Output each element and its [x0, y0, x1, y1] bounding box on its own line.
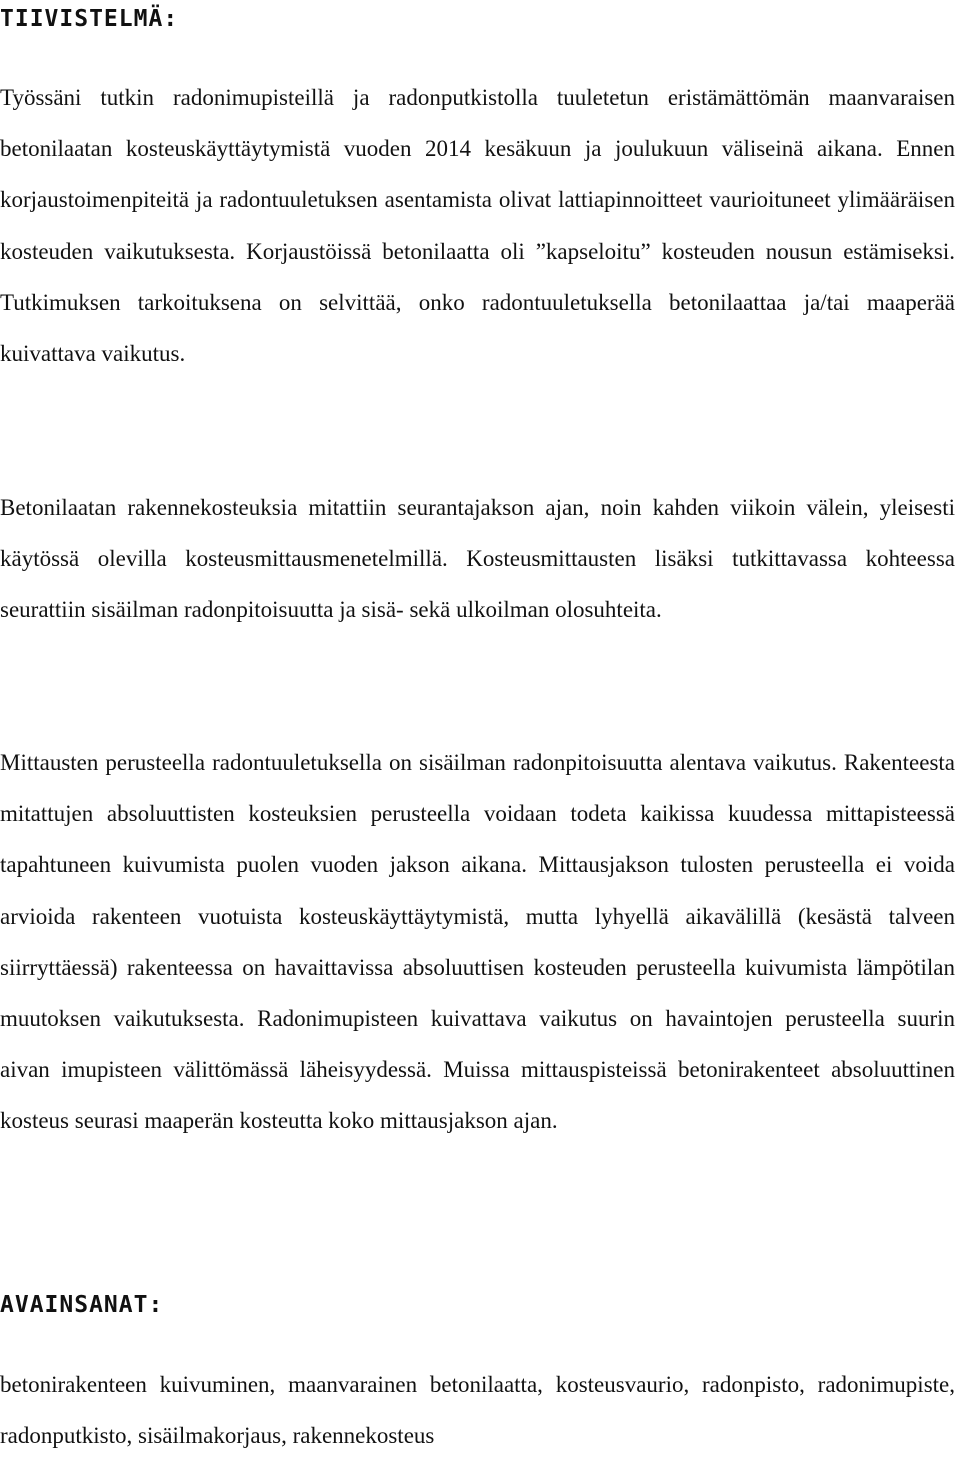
keywords-text: betonirakenteen kuivuminen, maanvarainen betonilaatta, kosteusvaurio, radonpisto, radonimupiste, radonputkisto, sisäilmakorjaus, rakennekosteus: [0, 1372, 955, 1449]
summary-paragraph-3: Mittausten perusteella radontuuletuksella on sisäilman radonpitoisuutta alentava vaikutus. Rakenteesta mitattujen absoluuttisten kosteuksien perusteella voidaan todeta kaikissa kuudessa mittapisteessä tapahtuneen kuivumista puolen vuoden jakson aikana. Mittausjakson tulosten perusteella ei voida arvioida rakenteen vuotuista kosteuskäyttäytymistä, mutta lyhyellä aikavälillä (kesästä talveen siirryttäessä) rakenteessa on havaittavissa absoluuttisen kosteuden perusteella kuivumista lämpötilan muutoksen vaikutuksesta. Radonimupisteen kuivattava vaikutus on havaintojen perusteella suurin aivan imupisteen välittömässä läheisyydessä. Muissa mittauspisteissä betonirakenteet absoluuttinen kosteus seurasi maaperän kosteutta koko mittausjakson ajan.: [0, 750, 955, 1134]
summary-paragraph-2: Betonilaatan rakennekosteuksia mitattiin seurantajakson ajan, noin kahden viikoin välein, yleisesti käytössä olevilla kosteusmittausmenetelmillä. Kosteusmittausten lisäksi tutkittavassa kohteessa seurattiin sisäilman radonpitoisuutta ja sisä- sekä ulkoilman olosuhteita.: [0, 495, 955, 623]
summary-heading: TIIVISTELMÄ:: [0, 6, 179, 32]
keywords-heading: AVAINSANAT:: [0, 1292, 164, 1318]
summary-paragraph-1: Työssäni tutkin radonimupisteillä ja radonputkistolla tuuletetun eristämättömän maanvaraisen betonilaatan kosteuskäyttäytymistä vuoden 2014 kesäkuun ja joulukuun väliseinä aikana. Ennen korjaustoimenpiteitä ja radontuuletuksen asentamista olivat lattiapinnoitteet vaurioituneet ylimääräisen kosteuden vaikutuksesta. Korjaustöissä betonilaatta oli ”kapseloitu” kosteuden nousun estämiseksi. Tutkimuksen tarkoituksena on selvittää, onko radontuuletuksella betonilaattaa ja/tai maaperää kuivattava vaikutus.: [0, 85, 955, 367]
